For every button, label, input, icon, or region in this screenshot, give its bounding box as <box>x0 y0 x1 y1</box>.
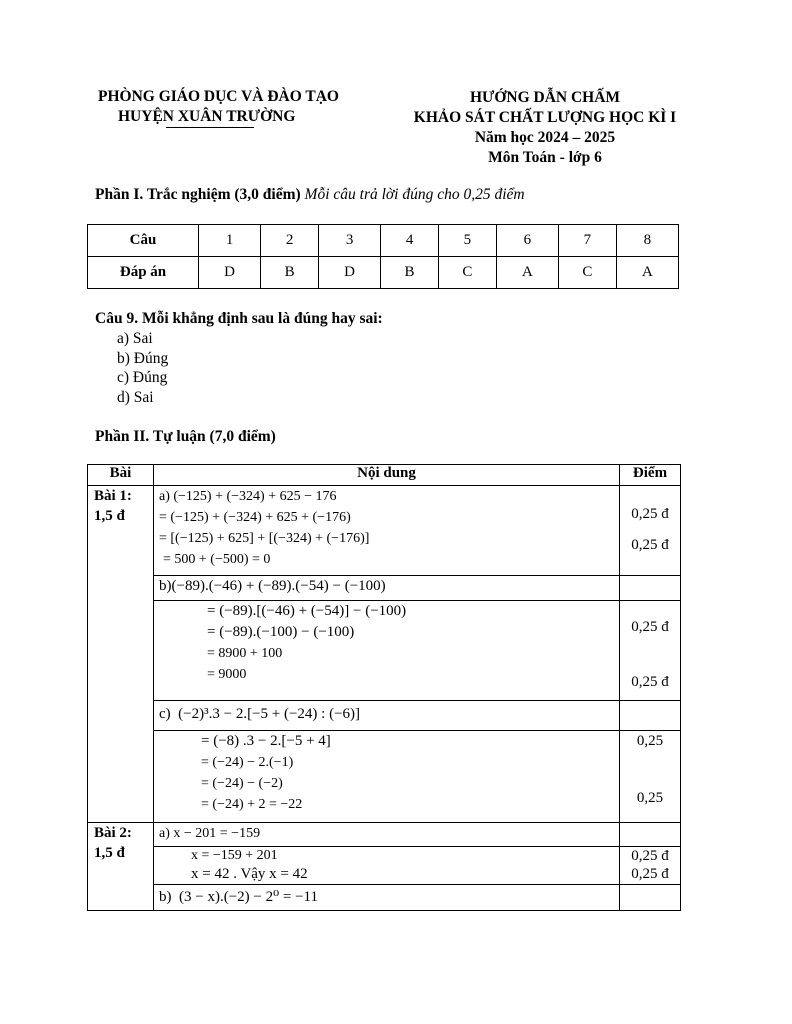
math-line: = (−8) .3 − 2.[−5 + 4] <box>201 733 331 749</box>
part1-title: Phần I. Trắc nghiệm (3,0 điểm) <box>95 186 301 203</box>
table-row <box>88 576 681 601</box>
table-row <box>88 885 681 911</box>
question-number: 3 <box>318 225 380 257</box>
part2-title: Phần II. Tự luận (7,0 điểm) <box>95 428 276 445</box>
math-line: = (−24) + 2 = −22 <box>201 797 303 812</box>
answer-cell: A <box>616 257 678 289</box>
sub-label: b) <box>159 889 172 905</box>
bai1c-content <box>154 731 620 823</box>
table-row <box>88 847 681 885</box>
question-9 <box>95 310 383 407</box>
list-item: a) Sai <box>117 330 153 347</box>
bai2-cell <box>88 823 154 911</box>
math-expr: (3 − x).(−2) − 2⁰ = −11 <box>179 889 318 905</box>
table-row <box>88 601 681 701</box>
bai1b-points <box>620 601 681 701</box>
question-row-label: Câu <box>88 225 199 257</box>
table-row <box>88 701 681 731</box>
district-name: HUYỆN XUÂN TRƯỜNG <box>118 108 296 125</box>
math-line: = 9000 <box>207 667 247 682</box>
bai1b-heading <box>154 576 620 601</box>
bai1c-heading <box>154 701 620 731</box>
math-line: = 8900 + 100 <box>207 646 283 661</box>
point-value: 0,25 <box>636 790 664 806</box>
bai2a-points <box>620 847 681 885</box>
point-value: 0,25 đ <box>631 537 669 553</box>
math-line: a) (−125) + (−324) + 625 − 176 <box>159 489 337 504</box>
sub-label: c) <box>159 706 171 722</box>
answer-row <box>88 257 679 289</box>
department-name: PHÒNG GIÁO DỤC VÀ ĐÀO TẠO <box>98 88 339 105</box>
math-line: = 500 + (−500) = 0 <box>163 552 271 567</box>
answer-row-label: Đáp án <box>88 257 199 289</box>
point-value: 0,25 đ <box>631 619 669 635</box>
point-value: 0,25 <box>636 733 664 749</box>
answer-cell: A <box>496 257 558 289</box>
bai1b-content <box>154 601 620 701</box>
math-line: = (−24) − (−2) <box>201 776 283 791</box>
question-number: 6 <box>496 225 558 257</box>
bai2b-heading <box>154 885 620 911</box>
point-value: 0,25 đ <box>631 506 669 522</box>
list-item: c) Đúng <box>117 369 168 386</box>
math-line: = (−125) + (−324) + 625 + (−176) <box>159 510 351 525</box>
essay-header-row <box>88 465 681 486</box>
part1-note: Mỗi câu trả lời đúng cho 0,25 điểm <box>304 186 525 203</box>
question-number: 2 <box>261 225 319 257</box>
question-number: 1 <box>199 225 261 257</box>
point-value: 0,25 đ <box>631 848 669 864</box>
table-row <box>88 731 681 823</box>
bai1-cell <box>88 486 154 823</box>
answer-cell: C <box>438 257 496 289</box>
answer-cell: D <box>199 257 261 289</box>
doc-title: HƯỚNG DẪN CHẤM <box>469 89 621 106</box>
math-line: = [(−125) + 625] + [(−324) + (−176)] <box>159 531 370 546</box>
essay-table <box>87 464 681 911</box>
question-number: 8 <box>616 225 678 257</box>
empty-points-cell <box>620 576 681 601</box>
math-line <box>159 701 619 728</box>
point-value: 0,25 đ <box>631 866 669 882</box>
math-expr: (−2)³.3 − 2.[−5 + (−24) : (−6)] <box>178 706 361 722</box>
point-value: 0,25 đ <box>631 674 669 690</box>
bai1a-content <box>154 486 620 576</box>
school-year: Năm học 2024 – 2025 <box>474 129 616 146</box>
answer-cell: B <box>261 257 319 289</box>
bai2a-content <box>154 847 620 885</box>
empty-points-cell <box>620 823 681 847</box>
math-line: = (−89).[(−46) + (−54)] − (−100) <box>207 603 407 619</box>
bai2a-heading <box>154 823 620 847</box>
header-right <box>380 88 710 168</box>
question-row <box>88 225 679 257</box>
question-number: 5 <box>438 225 496 257</box>
bai2-points: 1,5 đ <box>94 845 125 861</box>
header-left <box>98 88 368 126</box>
part1-heading <box>95 186 525 204</box>
empty-points-cell <box>620 701 681 731</box>
answer-cell: B <box>381 257 439 289</box>
answer-cell: C <box>558 257 616 289</box>
header-underline <box>166 127 254 128</box>
table-row <box>88 823 681 847</box>
answer-cell: D <box>318 257 380 289</box>
list-item: b) Đúng <box>117 349 169 367</box>
question-number: 4 <box>381 225 439 257</box>
empty-points-cell <box>620 885 681 911</box>
part2-heading <box>95 428 276 446</box>
question-9-title: Câu 9. Mỗi khẳng định sau là đúng hay sai: <box>95 310 383 327</box>
subject: Môn Toán - lớp 6 <box>488 149 602 166</box>
table-row <box>88 486 681 576</box>
exam-name: KHẢO SÁT CHẤT LƯỢNG HỌC KÌ I <box>413 109 677 126</box>
math-line: x = −159 + 201 <box>191 848 278 863</box>
answer-key-table <box>87 224 679 289</box>
question-9-answers <box>95 329 383 407</box>
bai1a-points <box>620 486 681 576</box>
col-bai: Bài <box>88 465 154 486</box>
bai2-label: Bài 2: <box>94 825 132 841</box>
bai1c-points <box>620 731 681 823</box>
math-line: x = 42 . Vậy x = 42 <box>191 866 308 882</box>
bai1-label: Bài 1: <box>94 488 132 504</box>
bai1-points: 1,5 đ <box>94 508 125 524</box>
list-item: d) Sai <box>117 388 154 406</box>
math-line <box>159 885 619 910</box>
col-content: Nội dung <box>154 465 620 486</box>
math-line: = (−89).(−100) − (−100) <box>207 624 355 640</box>
question-number: 7 <box>558 225 616 257</box>
math-line: a) x − 201 = −159 <box>159 826 261 841</box>
math-line: b)(−89).(−46) + (−89).(−54) − (−100) <box>159 578 386 594</box>
col-points: Điểm <box>620 465 681 486</box>
math-line: = (−24) − 2.(−1) <box>201 755 294 770</box>
